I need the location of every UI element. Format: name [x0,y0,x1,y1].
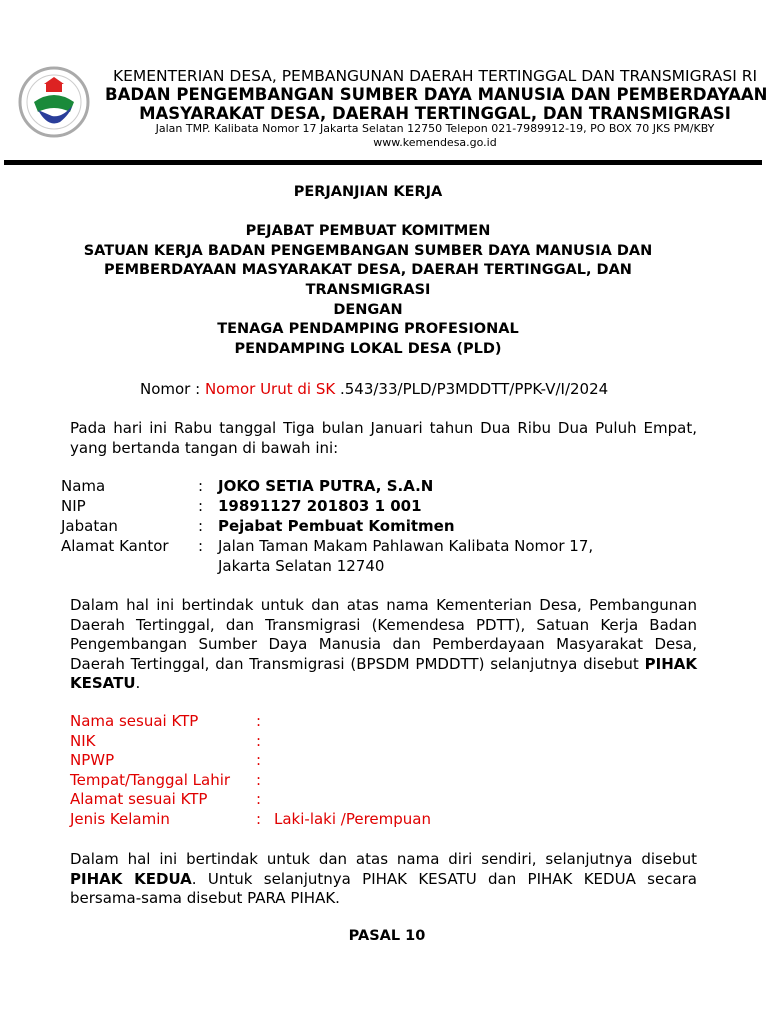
nomor-placeholder: Nomor Urut di SK [204,380,336,398]
party2-label: Alamat sesuai KTP [70,790,208,808]
party2-text: Dalam hal ini bertindak untuk dan atas nama diri sendiri, selanjutnya disebut [70,850,697,868]
party2-label: Tempat/Tanggal Lahir [70,771,231,789]
intro-paragraph: Pada hari ini Rabu tanggal Tiga bulan Januari tahun Dua Ribu Dua Puluh Empat, yang bertanda tangan di bawah ini: [70,419,697,457]
party2-label: Nama sesuai KTP [70,712,199,730]
colon: : [198,537,204,555]
party2-designation: PIHAK KEDUA [70,869,192,888]
title-line: TENAGA PENDAMPING PROFESIONAL [217,321,519,337]
party2-paragraph [70,850,697,909]
colon: : [256,771,262,789]
website: www.kemendesa.go.id [373,136,497,149]
header-divider [4,160,762,165]
agency-name-line1: BADAN PENGEMBANGAN SUMBER DAYA MANUSIA DAN PEMBERDAYAAN [105,85,768,104]
party1-address-line2: Jakarta Selatan 12740 [218,557,385,575]
party1-paragraph [70,596,697,694]
title-line: DENGAN [333,302,403,318]
address: Jalan TMP. Kalibata Nomor 17 Jakarta Selatan 12750 Telepon 021-7989912-19, PO BOX 70 JKS PM/KBY [155,122,715,135]
party2-label: NPWP [70,751,115,769]
title-line: PEMBERDAYAAN MASYARAKAT DESA, DAERAH TERTINGGAL, DAN [104,262,632,278]
ministry-name: KEMENTERIAN DESA, PEMBANGUNAN DAERAH TERTINGGAL DAN TRANSMIGRASI RI [112,67,758,85]
nomor-label: Nomor : [140,380,205,398]
gender-value: Laki-laki /Perempuan [274,810,431,828]
colon: : [256,751,262,769]
party1-label: Jabatan [61,517,118,535]
party2-text-end: . Untuk selanjutnya PIHAK KESATU dan PIHAK KEDUA secara bersama-sama disebut PARA PIHAK. [70,869,697,908]
document-number [140,380,608,398]
party1-label: Nama [61,477,106,495]
document-title: PERJANJIAN KERJA [293,184,443,200]
colon: : [256,732,262,750]
nomor-suffix: .543/33/PLD/P3MDDTT/PPK-V/I/2024 [335,380,609,398]
ministry-logo [18,66,90,138]
party1-designation: PIHAK KESATU [70,654,697,693]
colon: : [256,790,262,808]
title-line: SATUAN KERJA BADAN PENGEMBANGAN SUMBER DAYA MANUSIA DAN [83,243,653,259]
colon: : [256,810,262,828]
party2-label: Jenis Kelamin [70,810,170,828]
party1-position: Pejabat Pembuat Komitmen [218,517,455,535]
colon: : [198,497,204,515]
party1-nip: 19891127 201803 1 001 [218,497,422,515]
party1-name: JOKO SETIA PUTRA, S.A.N [218,477,434,495]
article-heading: PASAL 10 [348,928,426,944]
title-line: PENDAMPING LOKAL DESA (PLD) [234,341,502,357]
period: . [135,674,141,693]
colon: : [256,712,262,730]
colon: : [198,517,204,535]
colon: : [198,477,204,495]
party1-label: NIP [61,497,86,515]
agency-name-line2: MASYARAKAT DESA, DAERAH TERTINGGAL, DAN TRANSMIGRASI [139,104,731,123]
party1-address: Jalan Taman Makam Pahlawan Kalibata Nomor 17, [218,537,594,555]
title-line: TRANSMIGRASI [305,282,431,298]
title-line: PEJABAT PEMBUAT KOMITMEN [245,223,491,239]
party1-text: Dalam hal ini bertindak untuk dan atas nama Kementerian Desa, Pembangunan Daerah Tertinggal, dan Transmigrasi (Kemendesa PDTT), Satuan Kerja Badan Pengembangan Sumber Daya Manusia dan Pemberdayaan Masyarakat Desa, Daerah Tertinggal, dan Transmigrasi (BPSDM PMDDTT) selanjutnya disebut [70,596,697,673]
party1-label: Alamat Kantor [61,537,169,555]
party2-label: NIK [70,732,96,750]
